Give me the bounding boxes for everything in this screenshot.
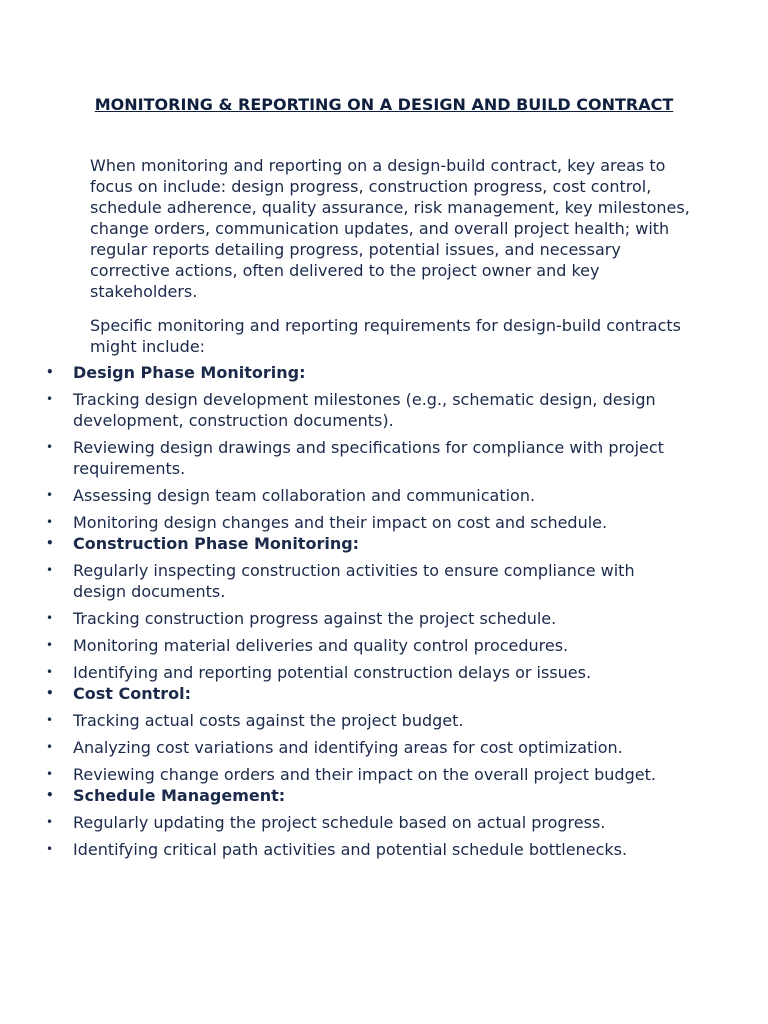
list-item-text: Reviewing change orders and their impact on the overall project budget. [73, 765, 656, 784]
list-item-text: Monitoring material deliveries and quality control procedures. [73, 636, 569, 655]
section-heading-text: Design Phase Monitoring: [73, 363, 306, 382]
bullet-icon: • [46, 767, 54, 781]
list-item-text: Monitoring design changes and their impact on cost and schedule. [73, 513, 608, 532]
bullet-icon: • [46, 515, 54, 529]
list-item [0, 812, 768, 833]
list-item [0, 389, 768, 431]
list-item-text: Tracking design development milestones (e.g., schematic design, design development, construction documents). [73, 390, 656, 430]
bullet-icon: • [46, 713, 54, 727]
list-item-text: Regularly inspecting construction activities to ensure compliance with design documents. [73, 561, 635, 601]
bullet-icon: • [46, 815, 54, 829]
list-section-heading [0, 683, 768, 704]
list-item-text: Identifying and reporting potential construction delays or issues. [73, 663, 592, 682]
list-section-heading [0, 362, 768, 383]
bullet-icon: • [46, 536, 54, 550]
requirements-intro-paragraph: Specific monitoring and reporting requirements for design-build contracts might include: [90, 316, 681, 356]
bullet-icon: • [46, 440, 54, 454]
section-heading-text: Cost Control: [73, 684, 192, 703]
bullet-icon: • [46, 686, 54, 700]
list-item [0, 512, 768, 533]
list-item [0, 635, 768, 656]
list-item-text: Tracking construction progress against the project schedule. [73, 609, 557, 628]
bullet-icon: • [46, 665, 54, 679]
list-item-text: Identifying critical path activities and potential schedule bottlenecks. [73, 840, 628, 859]
section-heading-text: Construction Phase Monitoring: [73, 534, 360, 553]
bullet-icon: • [46, 488, 54, 502]
list-item-text: Regularly updating the project schedule based on actual progress. [73, 813, 606, 832]
bullet-icon: • [46, 788, 54, 802]
list-item [0, 560, 768, 602]
list-item [0, 710, 768, 731]
list-item [0, 485, 768, 506]
document-title: MONITORING & REPORTING ON A DESIGN AND BUILD CONTRACT [94, 95, 674, 114]
bullet-icon: • [46, 638, 54, 652]
requirements-list [0, 362, 768, 860]
list-item-text: Analyzing cost variations and identifying areas for cost optimization. [73, 738, 623, 757]
list-item [0, 764, 768, 785]
list-item [0, 608, 768, 629]
list-item [0, 437, 768, 479]
bullet-icon: • [46, 842, 54, 856]
list-item-text: Assessing design team collaboration and communication. [73, 486, 536, 505]
list-item-text: Reviewing design drawings and specifications for compliance with project requirements. [73, 438, 664, 478]
bullet-icon: • [46, 740, 54, 754]
bullet-icon: • [46, 563, 54, 577]
bullet-icon: • [46, 365, 54, 379]
section-heading-text: Schedule Management: [73, 786, 286, 805]
list-item [0, 737, 768, 758]
list-section-heading [0, 785, 768, 806]
list-item [0, 839, 768, 860]
bullet-icon: • [46, 611, 54, 625]
list-item-text: Tracking actual costs against the project budget. [73, 711, 464, 730]
intro-paragraph: When monitoring and reporting on a design-build contract, key areas to focus on include: design progress, construction progress, cost control, schedule adherence, quality assurance, risk management, key milestones, change orders, communication updates, and overall project health; with regular reports detailing progress, potential issues, and necessary corrective actions, often delivered to the project owner and key stakeholders. [90, 156, 690, 301]
list-section-heading [0, 533, 768, 554]
list-item [0, 662, 768, 683]
bullet-icon: • [46, 392, 54, 406]
